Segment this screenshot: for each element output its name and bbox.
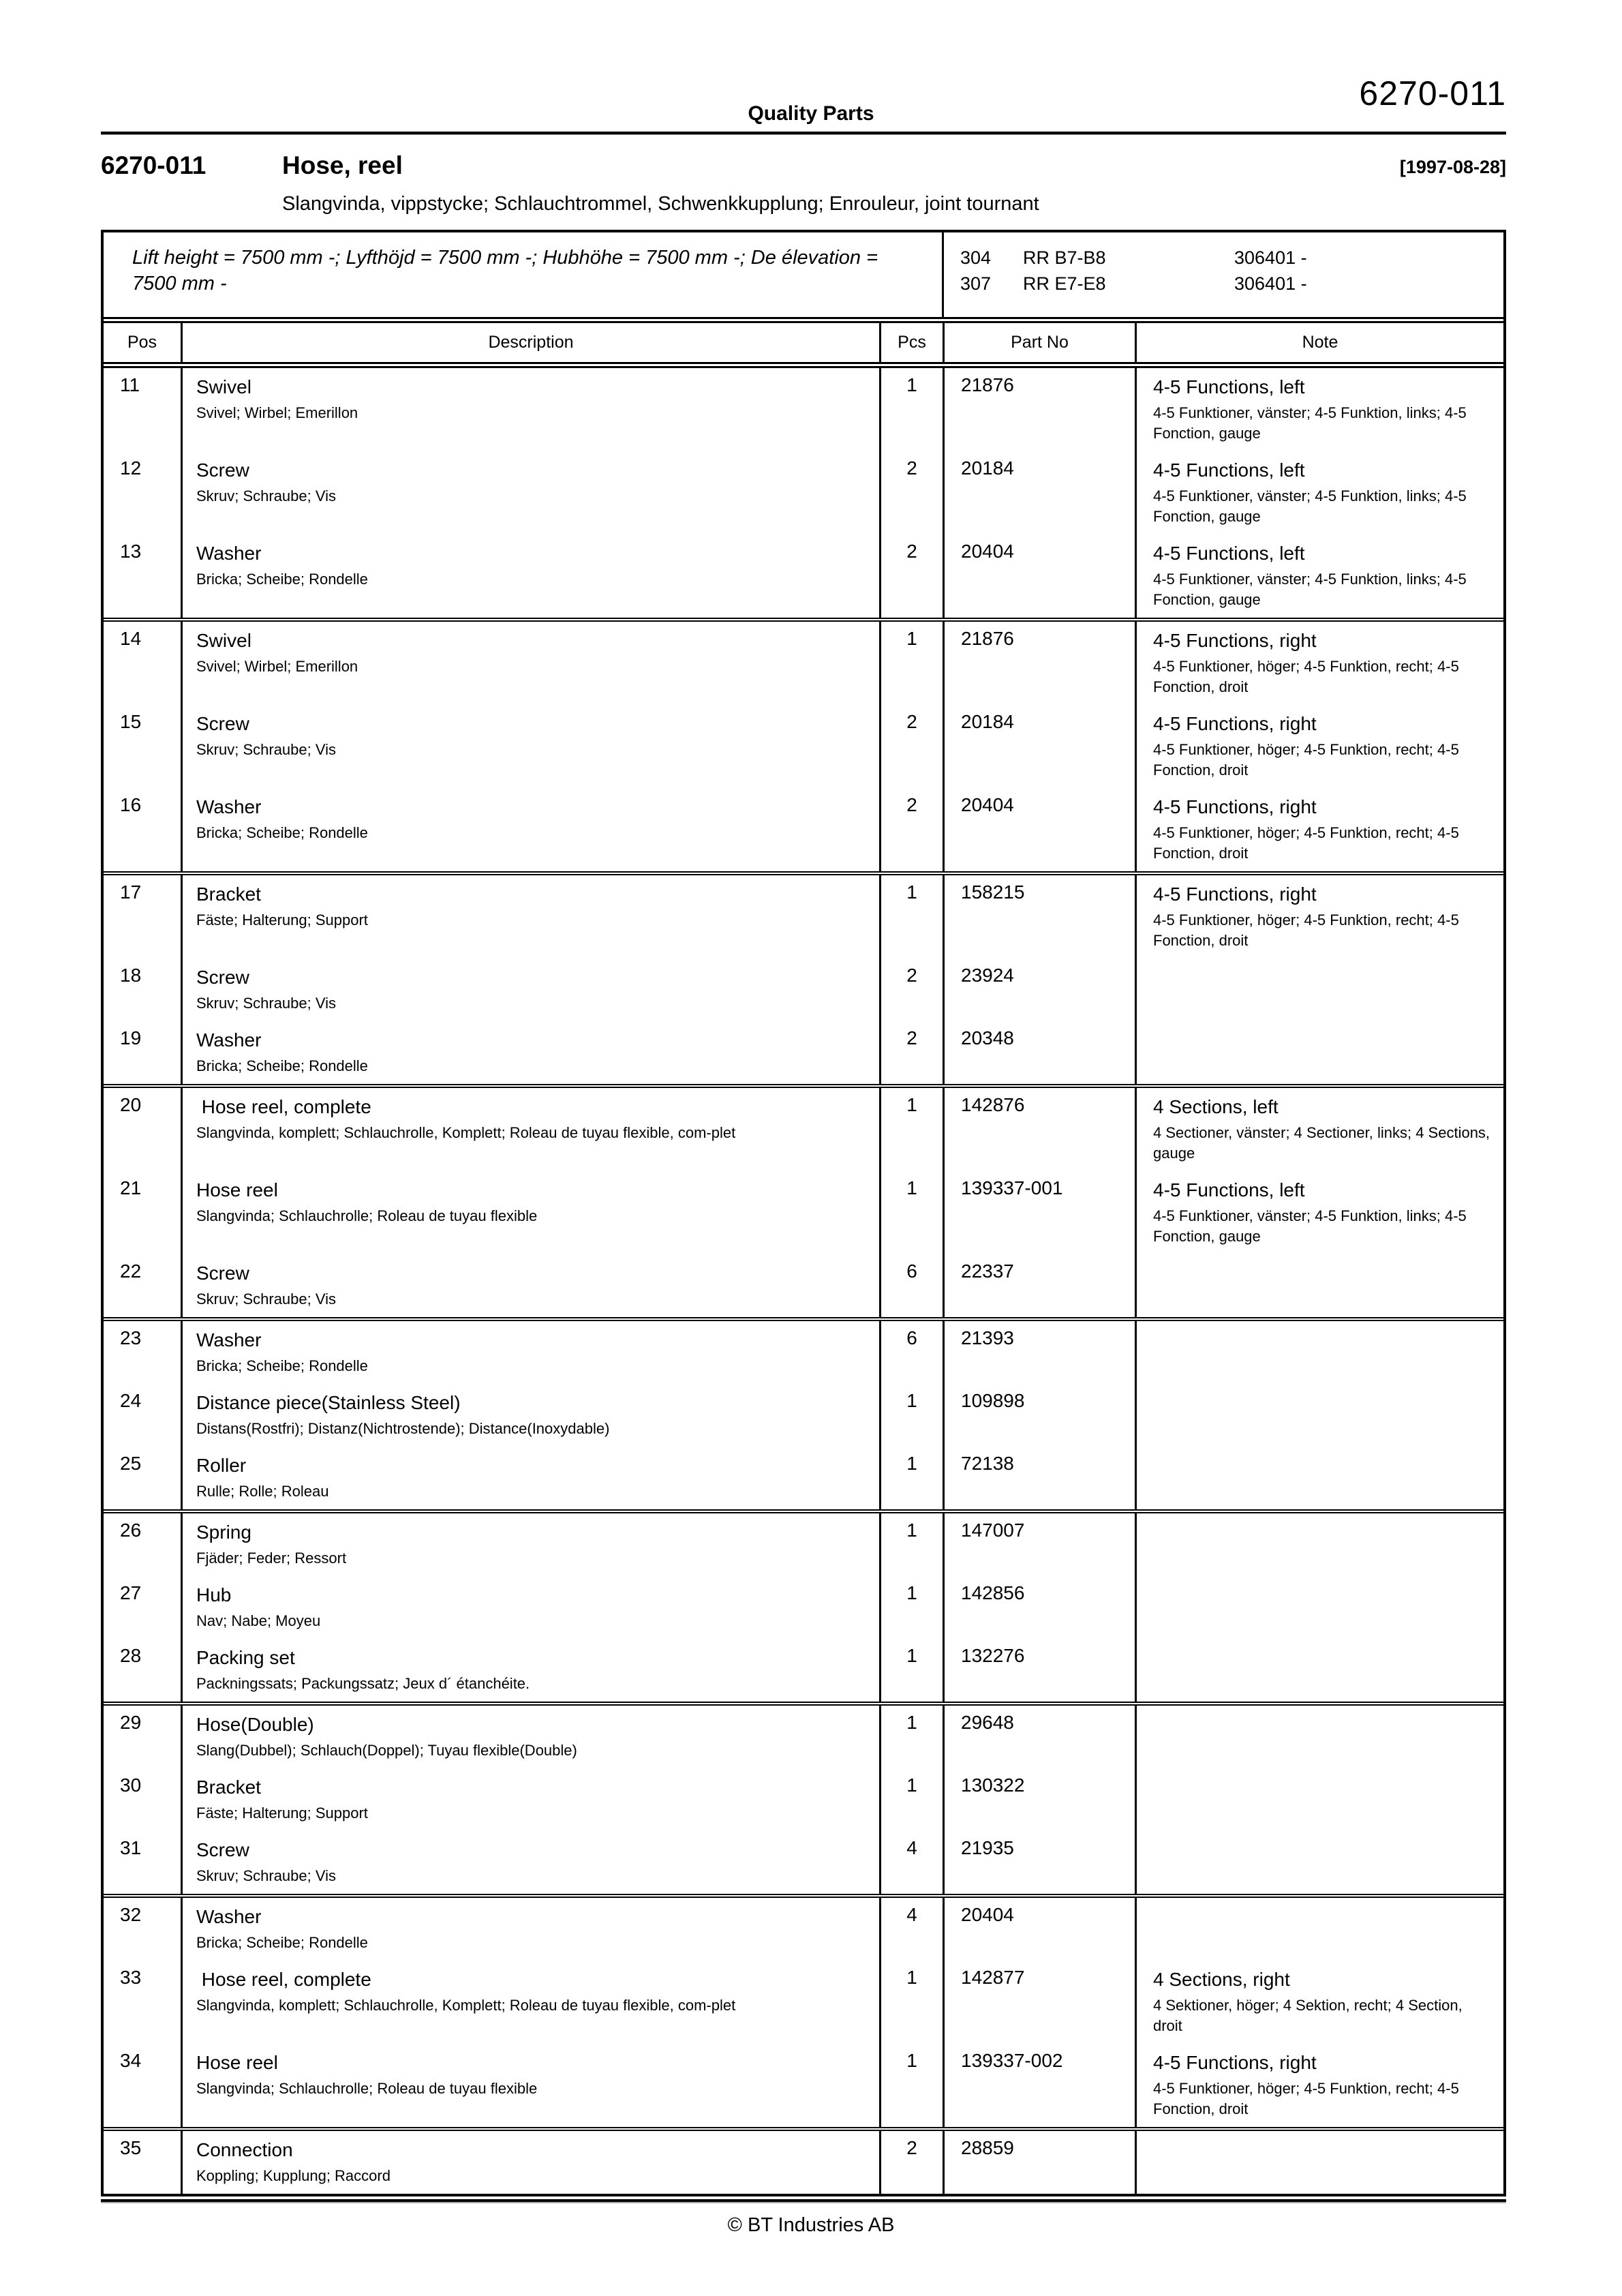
table-row (104, 1088, 1503, 1171)
description-translations: Distans(Rostfri); Distanz(Nichtrostende); Distance(Inoxydable) (196, 1420, 610, 1437)
column-header-description: Description (183, 323, 881, 362)
description-cell (183, 788, 881, 871)
table-row (104, 534, 1503, 618)
info-box (104, 232, 1503, 323)
pos-cell: 19 (104, 1021, 183, 1084)
pcs-cell: 1 (881, 1447, 945, 1509)
pos-cell: 26 (104, 1513, 183, 1576)
note-cell (1137, 705, 1503, 788)
description-translations: Skruv; Schraube; Vis (196, 741, 337, 758)
pos-cell: 13 (104, 534, 183, 618)
pcs-cell: 2 (881, 788, 945, 871)
part-no-cell: 21393 (945, 1321, 1137, 1384)
description-cell (183, 1706, 881, 1768)
description-main: Screw (196, 1839, 249, 1860)
description-main: Roller (196, 1455, 247, 1476)
note-translations: 4-5 Funktioner, höger; 4-5 Funktion, recht; 4-5 Fonction, droit (1153, 911, 1459, 949)
note-cell (1137, 1088, 1503, 1171)
part-no-cell: 132276 (945, 1639, 1137, 1702)
description-main: Connection (196, 2139, 293, 2160)
note-translations: 4-5 Funktioner, höger; 4-5 Funktion, recht; 4-5 Fonction, droit (1153, 741, 1459, 779)
pcs-cell: 1 (881, 1384, 945, 1447)
part-no-cell: 20348 (945, 1021, 1137, 1084)
description-cell (183, 1171, 881, 1254)
table-row (104, 1831, 1503, 1894)
description-main: Distance piece(Stainless Steel) (196, 1392, 461, 1413)
description-translations: Slangvinda; Schlauchrolle; Roleau de tuyau flexible (196, 1207, 538, 1224)
pos-cell: 35 (104, 2131, 183, 2194)
table-row (104, 1254, 1503, 1317)
description-translations: Nav; Nabe; Moyeu (196, 1612, 321, 1629)
footer-rule (101, 2199, 1506, 2203)
table-row (104, 1384, 1503, 1447)
description-translations: Slang(Dubbel); Schlauch(Doppel); Tuyau flexible(Double) (196, 1742, 577, 1759)
table-row-group (104, 368, 1503, 622)
table-header-row (104, 323, 1503, 368)
table-row (104, 1706, 1503, 1768)
section-code: 6270-011 (101, 151, 206, 179)
pos-cell: 12 (104, 451, 183, 534)
description-cell (183, 1831, 881, 1894)
description-cell (183, 2131, 881, 2194)
note-cell (1137, 1513, 1503, 1576)
lift-height-note: Lift height = 7500 mm -; Lyfthöjd = 7500 mm -; Hubhöhe = 7500 mm -; De élevation = 7500 mm - (104, 232, 944, 317)
description-main: Hose reel (196, 1179, 278, 1200)
description-translations: Bricka; Scheibe; Rondelle (196, 1934, 368, 1951)
description-translations: Slangvinda, komplett; Schlauchrolle, Komplett; Roleau de tuyau flexible, com-plet (196, 1997, 736, 2014)
part-no-cell: 20184 (945, 451, 1137, 534)
pos-cell: 33 (104, 1961, 183, 2044)
note-main: 4 Sections, left (1153, 1096, 1279, 1117)
note-main: 4-5 Functions, right (1153, 2052, 1317, 2073)
table-row-group (104, 875, 1503, 1088)
note-main: 4-5 Functions, right (1153, 630, 1317, 651)
description-cell (183, 1321, 881, 1384)
note-main: 4-5 Functions, left (1153, 376, 1305, 397)
note-cell (1137, 1831, 1503, 1894)
pcs-cell: 6 (881, 1254, 945, 1317)
part-no-cell: 130322 (945, 1768, 1137, 1831)
pcs-cell: 2 (881, 705, 945, 788)
table-row (104, 705, 1503, 788)
part-no-cell: 21876 (945, 622, 1137, 705)
pcs-cell: 1 (881, 875, 945, 958)
table-row (104, 622, 1503, 705)
pos-cell: 24 (104, 1384, 183, 1447)
description-main: Screw (196, 1263, 249, 1284)
description-main: Screw (196, 459, 249, 481)
table-row (104, 1171, 1503, 1254)
description-main: Washer (196, 543, 262, 564)
description-main: Washer (196, 1329, 262, 1350)
column-header-pos: Pos (104, 323, 183, 362)
description-main: Hose(Double) (196, 1714, 314, 1735)
note-cell (1137, 1961, 1503, 2044)
description-main: Washer (196, 1029, 262, 1051)
column-header-note: Note (1302, 333, 1338, 352)
note-cell (1137, 875, 1503, 958)
note-translations: 4-5 Funktioner, vänster; 4-5 Funktion, links; 4-5 Fonction, gauge (1153, 487, 1467, 525)
model-row (960, 245, 1497, 271)
part-no-cell: 158215 (945, 875, 1137, 958)
description-cell (183, 368, 881, 451)
part-no-cell: 29648 (945, 1706, 1137, 1768)
note-translations: 4-5 Funktioner, vänster; 4-5 Funktion, links; 4-5 Fonction, gauge (1153, 571, 1467, 608)
note-cell (1137, 1447, 1503, 1509)
note-main: 4-5 Functions, right (1153, 713, 1317, 734)
note-main: 4-5 Functions, right (1153, 796, 1317, 817)
part-no-cell: 20404 (945, 1898, 1137, 1961)
pos-cell: 15 (104, 705, 183, 788)
description-translations: Rulle; Rolle; Roleau (196, 1483, 329, 1500)
description-main: Packing set (196, 1647, 295, 1668)
note-cell (1137, 1768, 1503, 1831)
description-main: Spring (196, 1522, 251, 1543)
note-cell (1137, 1321, 1503, 1384)
pos-cell: 27 (104, 1576, 183, 1639)
note-cell (1137, 1021, 1503, 1084)
pcs-cell: 1 (881, 1706, 945, 1768)
description-cell (183, 705, 881, 788)
part-no-cell: 72138 (945, 1447, 1137, 1509)
description-main: Hose reel, complete (196, 1096, 371, 1117)
part-no-cell: 142877 (945, 1961, 1137, 2044)
pos-cell: 20 (104, 1088, 183, 1171)
pcs-cell: 1 (881, 1639, 945, 1702)
table-row-group (104, 1513, 1503, 1706)
pcs-cell: 2 (881, 958, 945, 1021)
part-no-cell: 21876 (945, 368, 1137, 451)
model-chassis: RR B7-B8 (1023, 247, 1106, 268)
footer-copyright: © BT Industries AB (727, 2214, 895, 2236)
description-cell (183, 875, 881, 958)
parts-table (101, 230, 1506, 2196)
description-translations: Skruv; Schraube; Vis (196, 1867, 337, 1884)
model-serial: 306401 - (1234, 247, 1307, 268)
part-no-cell: 20404 (945, 788, 1137, 871)
note-cell (1137, 1639, 1503, 1702)
pcs-cell: 2 (881, 451, 945, 534)
table-row-group (104, 1321, 1503, 1513)
table-row (104, 1639, 1503, 1702)
pos-cell: 18 (104, 958, 183, 1021)
pcs-cell: 2 (881, 1021, 945, 1084)
description-translations: Svivel; Wirbel; Emerillon (196, 404, 358, 421)
note-cell (1137, 1254, 1503, 1317)
description-cell (183, 958, 881, 1021)
description-main: Screw (196, 713, 249, 734)
table-row-group (104, 1088, 1503, 1321)
description-translations: Fäste; Halterung; Support (196, 1804, 368, 1822)
page-header-title: Quality Parts (748, 102, 874, 125)
pcs-cell: 1 (881, 622, 945, 705)
pos-cell: 17 (104, 875, 183, 958)
pos-cell: 30 (104, 1768, 183, 1831)
description-cell (183, 1961, 881, 2044)
note-translations: 4-5 Funktioner, höger; 4-5 Funktion, recht; 4-5 Fonction, droit (1153, 824, 1459, 862)
note-cell (1137, 622, 1503, 705)
part-no-cell: 28859 (945, 2131, 1137, 2194)
pos-cell: 21 (104, 1171, 183, 1254)
note-cell (1137, 788, 1503, 871)
description-cell (183, 1898, 881, 1961)
description-main: Swivel (196, 630, 251, 651)
table-row (104, 1576, 1503, 1639)
description-translations: Bricka; Scheibe; Rondelle (196, 571, 368, 588)
description-cell (183, 1639, 881, 1702)
table-row (104, 1513, 1503, 1576)
note-main: 4-5 Functions, left (1153, 1179, 1305, 1200)
pos-cell: 14 (104, 622, 183, 705)
description-cell (183, 1021, 881, 1084)
pos-cell: 25 (104, 1447, 183, 1509)
description-cell (183, 1384, 881, 1447)
table-row (104, 1898, 1503, 1961)
description-translations: Bricka; Scheibe; Rondelle (196, 824, 368, 841)
description-translations: Svivel; Wirbel; Emerillon (196, 658, 358, 675)
pos-cell: 28 (104, 1639, 183, 1702)
description-translations: Skruv; Schraube; Vis (196, 1290, 337, 1308)
pcs-cell: 1 (881, 1768, 945, 1831)
table-row (104, 451, 1503, 534)
note-cell (1137, 958, 1503, 1021)
note-cell (1137, 1706, 1503, 1768)
description-main: Bracket (196, 883, 261, 905)
note-cell (1137, 2131, 1503, 2194)
table-row-group (104, 2131, 1503, 2194)
pcs-cell: 2 (881, 534, 945, 618)
pos-cell: 29 (104, 1706, 183, 1768)
table-row (104, 1768, 1503, 1831)
description-main: Washer (196, 1906, 262, 1927)
parts-table-body (104, 368, 1503, 2194)
description-main: Washer (196, 796, 262, 817)
section-title: Hose, reel (282, 151, 403, 179)
part-no-cell: 139337-002 (945, 2044, 1137, 2127)
description-main: Swivel (196, 376, 251, 397)
note-main: 4 Sections, right (1153, 1969, 1290, 1990)
pos-cell: 34 (104, 2044, 183, 2127)
description-main: Screw (196, 967, 249, 988)
pcs-cell: 1 (881, 1088, 945, 1171)
pos-cell: 16 (104, 788, 183, 871)
description-cell (183, 451, 881, 534)
description-cell (183, 1088, 881, 1171)
pcs-cell: 4 (881, 1831, 945, 1894)
note-cell (1137, 1171, 1503, 1254)
pcs-cell: 1 (881, 2044, 945, 2127)
note-translations: 4 Sectioner, vänster; 4 Sectioner, links; 4 Sections, gauge (1153, 1124, 1490, 1162)
model-chassis: RR E7-E8 (1023, 273, 1106, 294)
note-translations: 4-5 Funktioner, höger; 4-5 Funktion, recht; 4-5 Fonction, droit (1153, 658, 1459, 695)
note-cell (1137, 534, 1503, 618)
description-cell (183, 1768, 881, 1831)
table-row-group (104, 1898, 1503, 2131)
pos-cell: 11 (104, 368, 183, 451)
note-cell (1137, 451, 1503, 534)
note-translations: 4 Sektioner, höger; 4 Sektion, recht; 4 Section, droit (1153, 1997, 1463, 2034)
description-cell (183, 1513, 881, 1576)
description-translations: Koppling; Kupplung; Raccord (196, 2167, 391, 2184)
pos-cell: 22 (104, 1254, 183, 1317)
page-header-doc-number: 6270-011 (1359, 74, 1506, 112)
pos-cell: 31 (104, 1831, 183, 1894)
description-cell (183, 1254, 881, 1317)
part-no-cell: 20184 (945, 705, 1137, 788)
table-row (104, 1021, 1503, 1084)
pos-cell: 32 (104, 1898, 183, 1961)
pcs-cell: 1 (881, 368, 945, 451)
part-no-cell: 21935 (945, 1831, 1137, 1894)
model-code: 304 (960, 247, 992, 268)
part-no-cell: 22337 (945, 1254, 1137, 1317)
table-row (104, 1447, 1503, 1509)
table-row-group (104, 622, 1503, 875)
description-translations: Slangvinda; Schlauchrolle; Roleau de tuyau flexible (196, 2080, 538, 2097)
description-translations: Bricka; Scheibe; Rondelle (196, 1057, 368, 1074)
description-translations: Packningssats; Packungssatz; Jeux d´ étanchéite. (196, 1675, 530, 1692)
model-code: 307 (960, 273, 992, 294)
note-main: 4-5 Functions, right (1153, 883, 1317, 905)
table-row (104, 958, 1503, 1021)
pcs-cell: 1 (881, 1576, 945, 1639)
description-translations: Fäste; Halterung; Support (196, 911, 368, 928)
description-translations: Fjäder; Feder; Ressort (196, 1550, 347, 1567)
note-main: 4-5 Functions, left (1153, 543, 1305, 564)
note-translations: 4-5 Funktioner, vänster; 4-5 Funktion, links; 4-5 Fonction, gauge (1153, 1207, 1467, 1245)
description-main: Hub (196, 1584, 232, 1605)
pcs-cell: 4 (881, 1898, 945, 1961)
description-cell (183, 1447, 881, 1509)
part-no-cell: 142856 (945, 1576, 1137, 1639)
column-header-part-no: Part No (945, 323, 1137, 362)
note-cell (1137, 1576, 1503, 1639)
description-cell (183, 622, 881, 705)
note-cell (1137, 1898, 1503, 1961)
table-row (104, 1321, 1503, 1384)
description-main: Bracket (196, 1777, 261, 1798)
description-translations: Slangvinda, komplett; Schlauchrolle, Komplett; Roleau de tuyau flexible, com-plet (196, 1124, 736, 1141)
model-row (960, 271, 1497, 297)
model-serial-list (944, 232, 1503, 317)
note-cell (1137, 2044, 1503, 2127)
part-no-cell: 109898 (945, 1384, 1137, 1447)
table-row (104, 2044, 1503, 2127)
note-translations: 4-5 Funktioner, vänster; 4-5 Funktion, links; 4-5 Fonction, gauge (1153, 404, 1467, 442)
table-row (104, 2131, 1503, 2194)
table-row-group (104, 1706, 1503, 1898)
note-cell (1137, 1384, 1503, 1447)
description-main: Hose reel, complete (196, 1969, 371, 1990)
description-translations: Skruv; Schraube; Vis (196, 487, 337, 504)
note-main: 4-5 Functions, left (1153, 459, 1305, 481)
description-translations: Skruv; Schraube; Vis (196, 995, 337, 1012)
revision-date: [1997-08-28] (1399, 157, 1506, 177)
part-no-cell: 23924 (945, 958, 1137, 1021)
note-cell (1137, 368, 1503, 451)
part-no-cell: 20404 (945, 534, 1137, 618)
table-row (104, 368, 1503, 451)
pcs-cell: 1 (881, 1961, 945, 2044)
section-subtitle: Slangvinda, vippstycke; Schlauchtrommel, Schwenkkupplung; Enrouleur, joint tournant (282, 193, 1039, 215)
table-row (104, 875, 1503, 958)
part-no-cell: 142876 (945, 1088, 1137, 1171)
pcs-cell: 1 (881, 1513, 945, 1576)
pos-cell: 23 (104, 1321, 183, 1384)
column-header-pcs: Pcs (881, 323, 945, 362)
description-cell (183, 534, 881, 618)
title-block (101, 151, 1506, 180)
description-translations: Bricka; Scheibe; Rondelle (196, 1357, 368, 1374)
table-row (104, 1961, 1503, 2044)
pcs-cell: 6 (881, 1321, 945, 1384)
pcs-cell: 2 (881, 2131, 945, 2194)
pcs-cell: 1 (881, 1171, 945, 1254)
table-row (104, 788, 1503, 871)
note-translations: 4-5 Funktioner, höger; 4-5 Funktion, recht; 4-5 Fonction, droit (1153, 2080, 1459, 2117)
description-main: Hose reel (196, 2052, 278, 2073)
model-serial: 306401 - (1234, 273, 1307, 294)
header-rule (101, 132, 1506, 135)
part-no-cell: 147007 (945, 1513, 1137, 1576)
description-cell (183, 2044, 881, 2127)
part-no-cell: 139337-001 (945, 1171, 1137, 1254)
description-cell (183, 1576, 881, 1639)
